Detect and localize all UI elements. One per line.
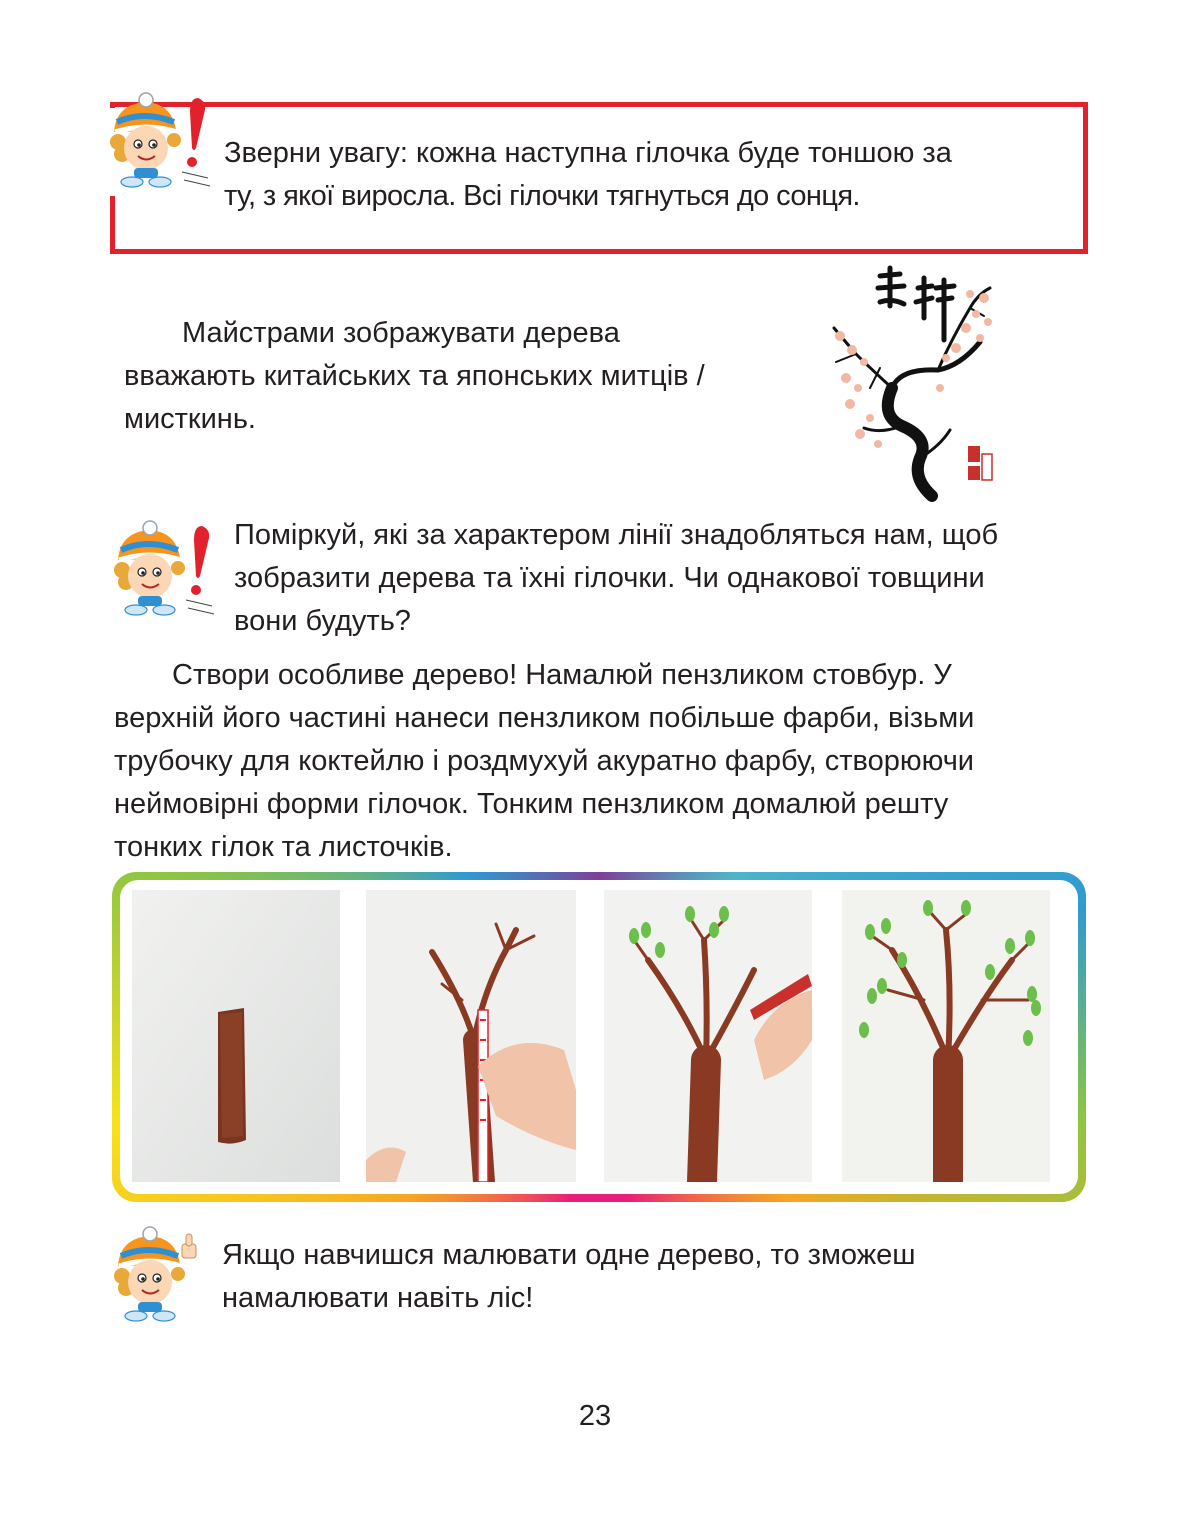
mascot-exclamation-icon: [104, 520, 224, 620]
step-1-trunk-photo: [132, 890, 340, 1182]
closing-paragraph: Якщо навчишся малювати одне дерево, то зможеш намалювати навіть ліс!: [222, 1239, 916, 1314]
page-number: 23: [578, 1400, 612, 1432]
notice-text: Зверни увагу: кожна наступна гілочка буде тоншою за ту, з якої виросла. Всі гілочки тягнуться до сонця.: [224, 137, 952, 212]
mascot-exclamation-icon: [100, 92, 220, 192]
task-paragraph: Створи особливе дерево! Намалюй пензликом стовбур. У верхній його частині нанеси пензликом побільше фарби, візьми трубочку для коктейлю і роздмухуй акуратно фарбу, створюючи неймовірні форми гілочок. Тонким пензликом домалюй решту тонких гілок та листочків.: [114, 659, 975, 863]
chinese-plum-blossom-painting: [820, 258, 1000, 508]
step-2-straw-photo: [366, 890, 576, 1182]
think-paragraph: Поміркуй, які за характером лінії знадобляться нам, щоб зобразити дерева та їхні гілочки. Чи однакової товщини вони будуть?: [234, 519, 999, 637]
step-4-finished-tree-photo: [842, 890, 1050, 1182]
mascot-thumbs-up-icon: [104, 1226, 204, 1326]
step-3-brush-photo: [604, 890, 812, 1182]
masters-paragraph: Майстрами зображувати дерева вважають китайських та японських митців / мисткинь.: [124, 317, 705, 435]
